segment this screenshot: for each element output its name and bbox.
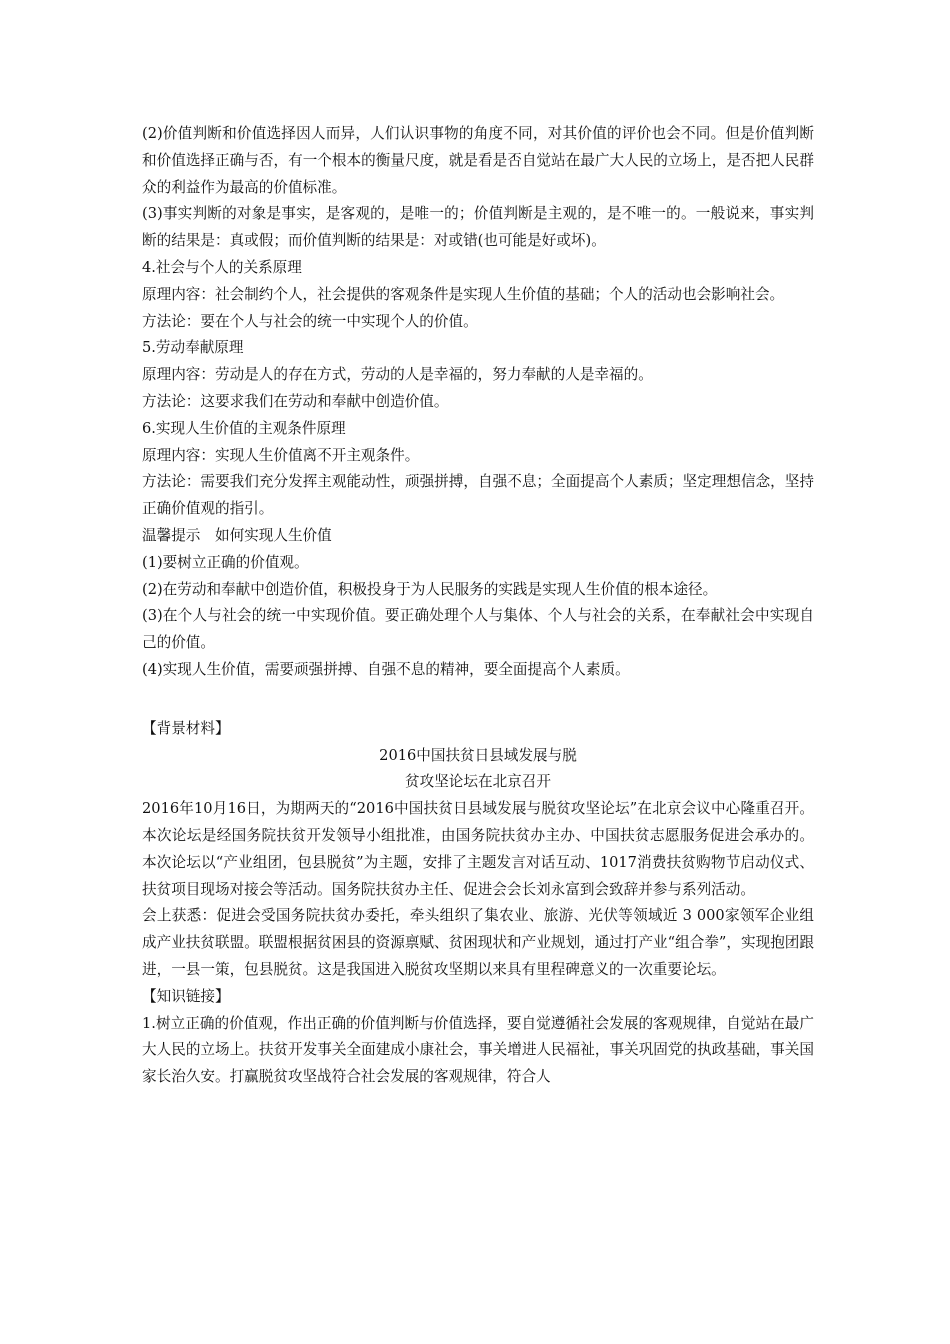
paragraph-value-judgment: (2)价值判断和价值选择因人而异，人们认识事物的角度不同，对其价值的评价也会不同。但是价值判断和价值选择正确与否，有一个根本的衡量尺度，就是看是否自觉站在最广大人民的立场上，是否把人民群众的利益作为最高的价值标准。 [142,125,814,196]
background-label: 【背景材料】 [142,719,230,737]
principle-method: 方法论：这要求我们在劳动和奉献中创造价值。 [142,392,449,410]
principle-method: 方法论：需要我们充分发挥主观能动性，顽强拼搏，自强不息；全面提高个人素质；坚定理想信念，坚持正确价值观的指引。 [142,473,814,518]
tip-item: (1)要树立正确的价值观。 [142,553,309,571]
section-spacer [142,684,814,716]
principle-content: 原理内容：实现人生价值离不开主观条件。 [142,446,420,464]
principle-content: 原理内容：社会制约个人，社会提供的客观条件是实现人生价值的基础；个人的活动也会影响社会。 [142,285,785,303]
article-paragraph: 会上获悉：促进会受国务院扶贫办委托，牵头组织了集农业、旅游、光伏等领域近 3 000家领军企业组成产业扶贫联盟。联盟根据贫困县的资源禀赋、贫困现状和产业规划，通过打产业“组合拳”，实现抱团跟进，一县一策，包县脱贫。这是我国进入脱贫攻坚期以来具有里程碑意义的一次重要论坛。 [142,907,814,978]
tip-item: (4)实现人生价值，需要顽强拼搏、自强不息的精神，要全面提高个人素质。 [142,660,630,678]
tip-item: (3)在个人与社会的统一中实现价值。要正确处理个人与集体、个人与社会的关系，在奉献社会中实现自己的价值。 [142,607,814,652]
principle-heading: 6.实现人生价值的主观条件原理 [142,419,346,437]
principle-content: 原理内容：劳动是人的存在方式，劳动的人是幸福的，努力奉献的人是幸福的。 [142,366,653,384]
article-paragraph: 2016年10月16日，为期两天的“2016中国扶贫日县域发展与脱贫攻坚论坛”在北京会议中心隆重召开。本次论坛是经国务院扶贫开发领导小组批准，由国务院扶贫办主办、中国扶贫志愿服务促进会承办的。 本次论坛以“产业组团，包县脱贫”为主题，安排了主题发言对话互动、1017消费扶贫购物节启动仪式、扶贫项目现场对接会等活动。国务院扶贫办主任、促进会会长刘永富到会致辞并参与系列活动。 [142,800,814,898]
article-title-line1: 2016中国扶贫日县域发展与脱 [379,746,577,764]
article-title-line2: 贫攻坚论坛在北京召开 [405,773,551,791]
principle-heading: 4.社会与个人的关系原理 [142,258,302,276]
document-page [142,121,814,1091]
knowledge-label: 【知识链接】 [142,987,230,1005]
paragraph-fact-judgment: (3)事实判断的对象是事实，是客观的，是唯一的；价值判断是主观的，是不唯一的。一般说来，事实判断的结果是：真或假；而价值判断的结果是：对或错(也可能是好或坏)。 [142,205,814,250]
tip-item: (2)在劳动和奉献中创造价值，积极投身于为人民服务的实践是实现人生价值的根本途径。 [142,580,718,598]
principle-heading: 5.劳动奉献原理 [142,339,244,357]
principle-method: 方法论：要在个人与社会的统一中实现个人的价值。 [142,312,478,330]
knowledge-item: 1.树立正确的价值观，作出正确的价值判断与价值选择，要自觉遵循社会发展的客观规律，自觉站在最广大人民的立场上。扶贫开发事关全面建成小康社会，事关增进人民福祉，事关巩固党的执政基础，事关国家长治久安。打赢脱贫攻坚战符合社会发展的客观规律，符合人 [142,1014,814,1086]
tip-title: 温馨提示 如何实现人生价值 [142,526,332,544]
